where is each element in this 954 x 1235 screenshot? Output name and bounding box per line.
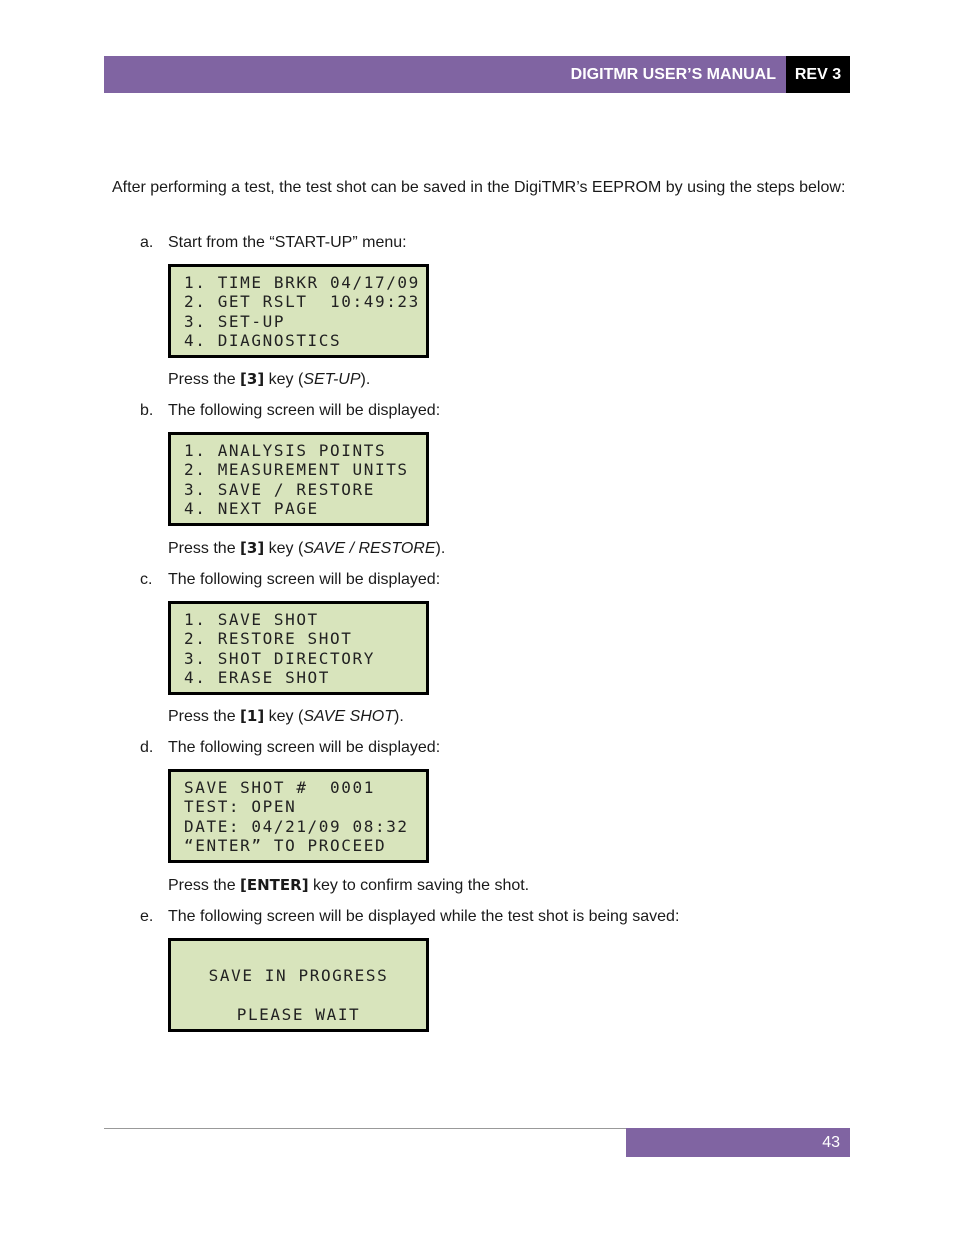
lcd-line: 4. DIAGNOSTICS	[184, 330, 342, 350]
instruction-text: ).	[360, 371, 371, 388]
lcd-line: SAVE SHOT # 0001	[184, 778, 375, 797]
lcd-line: 3. SET-UP	[184, 311, 286, 331]
lcd-line: 2. GET RSLT 10:49:23	[184, 292, 420, 312]
footer-divider	[104, 1128, 626, 1129]
lcd-screen-save-shot	[168, 769, 429, 863]
step-b-instruction	[168, 537, 445, 560]
instruction-text: ).	[394, 708, 404, 725]
instruction-text: key (	[264, 371, 304, 388]
step-a-instruction	[168, 368, 370, 391]
lcd-line: 1. SAVE SHOT	[184, 610, 319, 629]
lcd-screen-save-restore-menu	[168, 601, 429, 695]
instruction-text: key (	[264, 708, 304, 725]
lcd-line: 2. MEASUREMENT UNITS	[184, 460, 409, 480]
key-label: [3]	[240, 370, 265, 388]
lcd-line: DATE: 04/21/09 08:32	[184, 816, 409, 836]
step-c-text: The following screen will be displayed:	[168, 571, 441, 588]
lcd-line: PLEASE WAIT	[236, 1004, 361, 1024]
lcd-line: 4. ERASE SHOT	[184, 667, 331, 687]
step-d-letter: d.	[140, 739, 154, 756]
lcd-line: 2. RESTORE SHOT	[184, 629, 353, 649]
instruction-text: Press the	[168, 371, 241, 388]
header-title-bar	[104, 56, 786, 93]
manual-title: DIGITMR USER’S MANUAL	[570, 65, 776, 83]
step-d-instruction	[168, 874, 529, 897]
step-c-letter: c.	[140, 571, 153, 588]
step-b-text: The following screen will be displayed:	[168, 402, 441, 419]
lcd-screen-setup-menu	[168, 432, 429, 526]
lcd-line: 1. ANALYSIS POINTS	[184, 441, 387, 460]
lcd-screen-save-in-progress	[168, 938, 429, 1032]
menu-option-name: SAVE SHOT	[303, 708, 395, 725]
key-label: [3]	[240, 539, 265, 557]
lcd-line: 3. SAVE / RESTORE	[184, 479, 375, 499]
menu-option-name: SAVE / RESTORE	[303, 540, 436, 557]
lcd-line: 1. TIME BRKR 04/17/09	[184, 273, 420, 292]
step-e-text: The following screen will be displayed while the test shot is being saved:	[168, 908, 680, 925]
step-a-letter: a.	[140, 234, 154, 251]
lcd-line: “ENTER” TO PROCEED	[184, 835, 387, 855]
step-b-letter: b.	[140, 402, 154, 419]
page-number: 43	[822, 1133, 840, 1151]
lcd-line: SAVE IN PROGRESS	[208, 966, 389, 986]
lcd-screen-startup-menu	[168, 264, 429, 358]
step-c-instruction	[168, 705, 404, 728]
instruction-text: Press the	[168, 540, 241, 557]
step-d-text: The following screen will be displayed:	[168, 739, 441, 756]
step-a-text: Start from the “START-UP” menu:	[168, 234, 407, 251]
instruction-text: Press the	[168, 877, 241, 894]
step-e-letter: e.	[140, 908, 154, 925]
revision-badge	[786, 56, 850, 93]
instruction-text: key to confirm saving the shot.	[308, 877, 530, 894]
revision-label: REV 3	[794, 65, 842, 83]
key-label: [1]	[240, 707, 265, 725]
footer-page-bar	[626, 1128, 850, 1157]
key-label: [ENTER]	[240, 876, 309, 894]
menu-option-name: SET-UP	[303, 371, 361, 388]
lcd-line: 3. SHOT DIRECTORY	[184, 648, 375, 668]
lcd-line: 4. NEXT PAGE	[184, 498, 319, 518]
lcd-line	[171, 986, 426, 1005]
lcd-line: TEST: OPEN	[184, 797, 297, 817]
intro-paragraph: After performing a test, the test shot can be saved in the DigiTMR’s EEPROM by using the steps below:	[112, 179, 846, 196]
instruction-text: Press the	[168, 708, 241, 725]
instruction-text: ).	[435, 540, 446, 557]
instruction-text: key (	[264, 540, 304, 557]
lcd-line	[171, 947, 426, 966]
